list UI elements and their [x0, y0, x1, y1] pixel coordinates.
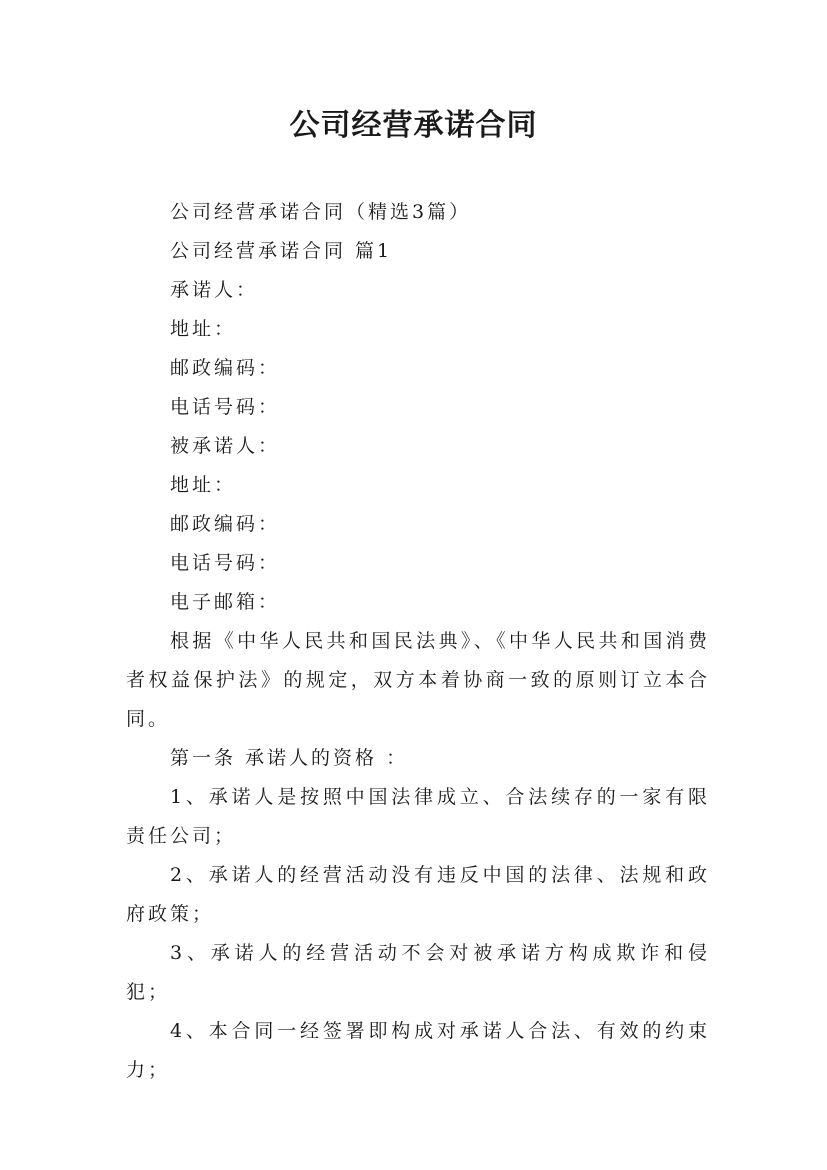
paragraph-article-1: 第一条 承诺人的资格 ：	[170, 747, 409, 769]
paragraph-clause-1: 1、承诺人是按照中国法律成立、合法续存的一家有限责任公司；	[126, 786, 710, 847]
paragraph-legal-basis: 根据《中华人民共和国民法典》、《中华人民共和国消费者权益保护法》的规定，双方本着协商一致的原则订立本合同。	[126, 630, 710, 730]
paragraph-promisee-address: 地址：	[170, 474, 237, 496]
paragraph-promisor: 承诺人：	[170, 279, 259, 301]
paragraph-promisor-postcode: 邮政编码：	[170, 357, 281, 379]
paragraph-promisee: 被承诺人：	[170, 435, 281, 457]
paragraph-promisee-email: 电子邮箱：	[170, 591, 281, 613]
paragraph-promisee-phone: 电话号码：	[170, 552, 281, 574]
document-body	[126, 193, 710, 1090]
document-title: 公司经营承诺合同	[289, 108, 538, 143]
paragraph-promisee-postcode: 邮政编码：	[170, 513, 281, 535]
paragraph-section-heading: 公司经营承诺合同 篇1	[170, 240, 393, 262]
paragraph-clause-4: 4、本合同一经签署即构成对承诺人合法、有效的约束力；	[126, 1020, 710, 1081]
paragraph-promisor-address: 地址：	[170, 318, 237, 340]
paragraph-subtitle: 公司经营承诺合同（精选3篇）	[170, 201, 472, 223]
paragraph-clause-3: 3、承诺人的经营活动不会对被承诺方构成欺诈和侵犯；	[126, 942, 710, 1003]
paragraph-promisor-phone: 电话号码：	[170, 396, 281, 418]
paragraph-clause-2: 2、承诺人的经营活动没有违反中国的法律、法规和政府政策；	[126, 864, 710, 925]
